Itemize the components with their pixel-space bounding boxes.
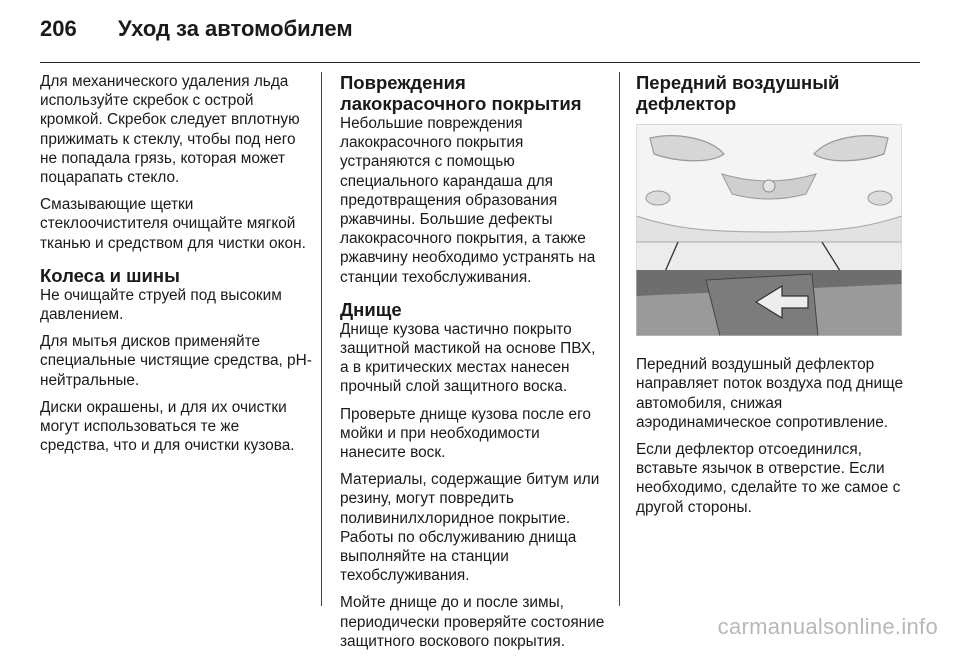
header-divider <box>40 62 920 63</box>
wiper-paragraph: Смазывающие щетки стеклоочистителя очищайте мягкой тканью и средством для чистки окон. <box>40 196 306 252</box>
column-divider <box>619 72 620 606</box>
deflector-illustration <box>636 124 902 336</box>
underbody-paragraph-1: Днище кузова частично покрыто защитной мастикой на основе ПВХ, а в критических местах нанесен прочный слой защитного воска. <box>340 320 596 396</box>
wheels-paragraph-3: Диски окрашены, и для их очистки могут использоваться те же средства, что и для очистки кузова. <box>40 398 295 455</box>
wheels-paragraph-2: Для мытья дисков применяйте специальные чистящие средства, pH-нейтральные. <box>40 333 312 389</box>
column-right <box>636 72 904 525</box>
deflector-paragraph-1: Передний воздушный дефлектор направляет поток воздуха под днище автомобиля, снижая аэродинамическое сопротивление. <box>636 356 904 431</box>
column-left <box>40 72 312 463</box>
deflector-heading: Передний воздушный дефлектор <box>636 72 840 114</box>
underbody-heading: Днище <box>340 298 402 320</box>
deflector-paragraph-2: Если дефлектор отсоединился, вставьте язычок в отверстие. Если необходимо, сделайте то же самое с другой стороны. <box>636 441 901 516</box>
underbody-paragraph-2: Проверьте днище кузова после его мойки и при необходимости нанесите воск. <box>340 405 591 462</box>
page-number: 206 <box>40 16 77 41</box>
watermark[interactable]: carmanualsonline.info <box>717 614 938 639</box>
paint-damage-heading: Повреждения лакокрасочного покрытия <box>340 72 582 114</box>
underbody-paragraph-4: Мойте днище до и после зимы, периодически проверяйте состояние защитного воскового покрытия. <box>340 594 605 650</box>
wheels-paragraph-1: Не очищайте струей под высоким давлением. <box>40 286 282 324</box>
page-title: Уход за автомобилем <box>118 16 353 41</box>
ice-removal-paragraph: Для механического удаления льда используйте скребок с острой кромкой. Скребок следует вплотную прижимать к стеклу, чтобы под него не попадала грязь, которая может поцарапать стекло. <box>40 73 300 187</box>
wheels-heading: Колеса и шины <box>40 264 180 286</box>
column-divider <box>321 72 322 606</box>
underbody-paragraph-3: Материалы, содержащие битум или резину, могут повредить поливинилхлоридное покрытие. Работы по обслуживанию днища выполняйте на станции техобслуживания. <box>340 471 600 585</box>
paint-damage-paragraph: Небольшие повреждения лакокрасочного покрытия устраняются с помощью специального карандаша для предотвращения образования ржавчины. Большие дефекты лакокрасочного покрытия, а также ржавчину необходимо устранять на станции техобслуживания. <box>340 115 596 286</box>
page-header <box>40 16 353 46</box>
column-middle <box>340 72 608 659</box>
